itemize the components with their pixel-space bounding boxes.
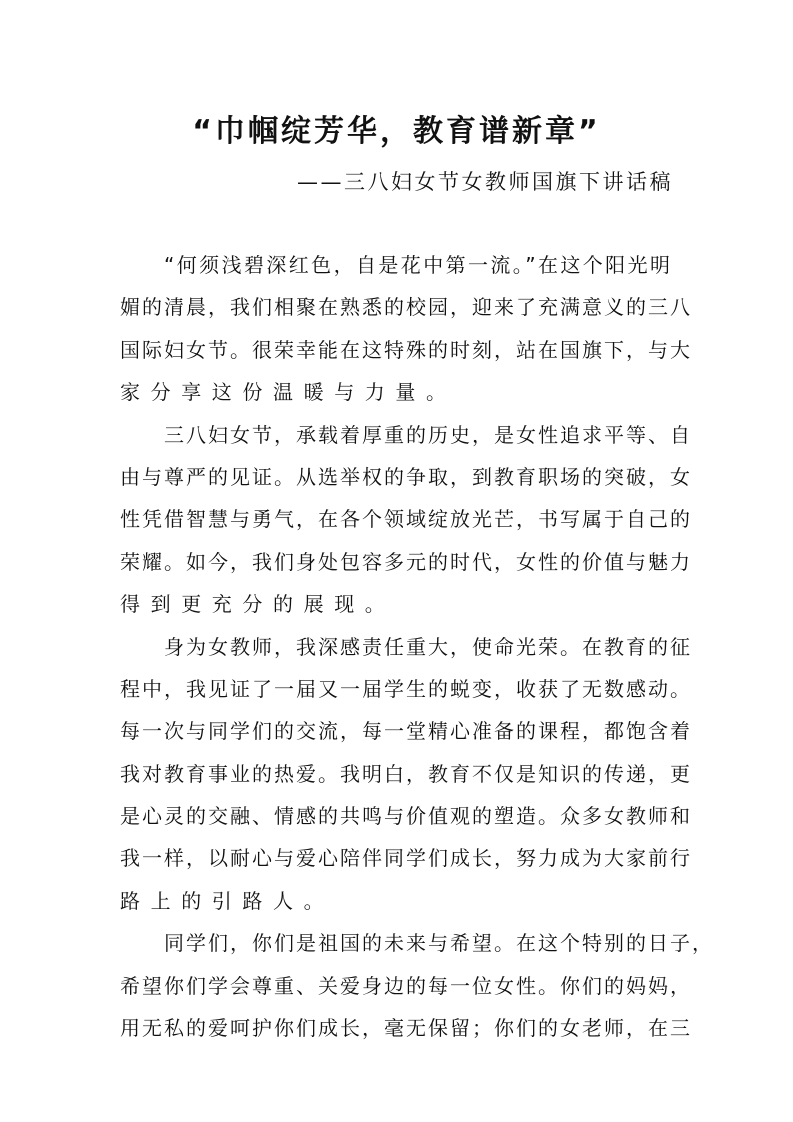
text-line: 我对教育事业的热爱。我明白，教育不仅是知识的传递，更 xyxy=(120,761,692,786)
document-subtitle: ——三八妇女节女教师国旗下讲话稿 xyxy=(297,170,673,194)
text-line: 是心灵的交融、情感的共鸣与价值观的塑造。众多女教师和 xyxy=(120,804,692,829)
text-line: 程中，我见证了一届又一届学生的蜕变，收获了无数感动。 xyxy=(120,676,692,701)
text-line: 同学们，你们是祖国的未来与希望。在这个特别的日子， xyxy=(164,931,714,956)
paragraph-2 xyxy=(120,414,692,626)
text-line: 家分享这份温暖与力量。 xyxy=(120,380,457,405)
text-line: 荣耀。如今，我们身处包容多元的时代，女性的价值与魅力 xyxy=(120,549,692,574)
text-line: 得到更充分的展现。 xyxy=(120,592,396,617)
text-line: 三八妇女节，承载着厚重的历史，是女性追求平等、自 xyxy=(164,422,692,447)
text-line: 我一样，以耐心与爱心陪伴同学们成长，努力成为大家前行 xyxy=(120,846,692,871)
text-line: “何须浅碧深红色，自是花中第一流。”在这个阳光明 xyxy=(164,253,672,277)
text-line: 用无私的爱呵护你们成长，毫无保留；你们的女老师，在三 xyxy=(120,1016,692,1041)
text-line: 路上的引路人。 xyxy=(120,888,335,913)
text-line: 由与尊严的见证。从选举权的争取，到教育职场的突破，女 xyxy=(120,464,692,489)
text-line: 媚的清晨，我们相聚在熟悉的校园，迎来了充满意义的三八 xyxy=(120,295,692,320)
paragraph-3 xyxy=(120,626,692,923)
document-title: “巾帼绽芳华，教育谱新章” xyxy=(192,114,601,149)
paragraph-1 xyxy=(120,244,692,414)
text-line: 希望你们学会尊重、关爱身边的每一位女性。你们的妈妈， xyxy=(120,973,692,998)
paragraph-4 xyxy=(120,922,714,1049)
document-body xyxy=(120,244,714,1049)
text-line: 每一次与同学们的交流，每一堂精心准备的课程，都饱含着 xyxy=(120,719,692,744)
text-line: 身为女教师，我深感责任重大，使命光荣。在教育的征 xyxy=(164,634,692,659)
text-line: 国际妇女节。很荣幸能在这特殊的时刻，站在国旗下，与大 xyxy=(120,337,692,362)
text-line: 性凭借智慧与勇气，在各个领域绽放光芒，书写属于自己的 xyxy=(120,507,692,532)
